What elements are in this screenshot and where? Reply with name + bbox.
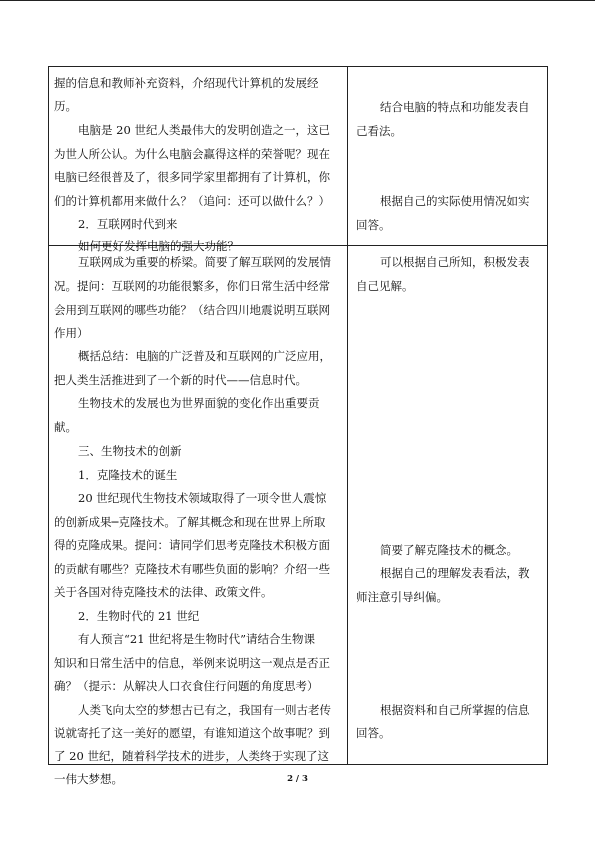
text-line: 回答。 [356, 218, 391, 232]
table-row [49, 246, 548, 765]
text-line: 己看法。 [356, 124, 402, 138]
section-heading: 2．互联网时代到来 [78, 217, 178, 231]
text-line: 关于各国对待克隆技术的法律、政策文件。 [54, 585, 273, 599]
text-line: 师注意引导纠偏。 [356, 590, 448, 604]
text-line: 人类飞向太空的梦想古已有之，我国有一则古老传 [78, 703, 331, 717]
text-line: 电脑已经很普及了，很多同学家里都拥有了计算机，你 [54, 170, 330, 184]
text-line: 有人预言“21 世纪将是生物时代”请结合生物课 [78, 632, 316, 646]
section-heading: 三、生物技术的创新 [78, 444, 182, 458]
text-line: 说就寄托了这一美好的愿望，有谁知道这个故事呢？到 [54, 726, 330, 740]
text-line: 一伟大梦想。 [54, 772, 123, 786]
text-line: 如何更好发挥电脑的强大功能？ [78, 239, 239, 253]
text-line: 生物技术的发展也为世界面貌的变化作出重要贡 [78, 396, 320, 410]
text-line: 了 20 世纪，随着科学技术的进步，人类终于实现了这 [54, 749, 329, 763]
teacher-activity-cell [49, 67, 348, 253]
text-line: 根据自己的实际使用情况如实 [380, 194, 530, 208]
text-line: 回答。 [356, 726, 391, 740]
text-line: 电脑是 20 世纪人类最伟大的发明创造之一，这已 [78, 123, 330, 137]
text-line: 历。 [54, 99, 77, 113]
text-line: 可以根据自己所知，积极发表 [380, 255, 530, 269]
student-activity-cell [348, 246, 548, 765]
text-line: 根据资料和自己所掌握的信息 [380, 703, 530, 717]
text-line: 的创新成果─克隆技术。了解其概念和现在世界上所取 [54, 515, 326, 529]
text-line: 献。 [54, 420, 77, 434]
page-top-rule [0, 0, 595, 1]
text-line: 确？（提示：从解决人口衣食住行问题的角度思考） [54, 679, 319, 693]
text-line: 结合电脑的特点和功能发表自 [380, 100, 530, 114]
text-line: 握的信息和教师补充资料，介绍现代计算机的发展经 [54, 76, 319, 90]
section-heading: 1．克隆技术的诞生 [78, 468, 178, 482]
section-heading: 2．生物时代的 21 世纪 [78, 609, 200, 623]
text-line: 简要了解克隆技术的概念。 [380, 543, 518, 557]
text-line: 把人类生活推进到了一个新的时代——信息时代。 [54, 373, 307, 387]
page-number: 2 / 3 [287, 774, 308, 784]
text-line: 会用到互联网的哪些功能？（结合四川地震说明互联网 [54, 303, 330, 317]
text-line: 知识和日常生活中的信息，举例来说明这一观点是否正 [54, 656, 330, 670]
text-line: 为世人所公认。为什么电脑会赢得这样的荣誉呢？现在 [54, 147, 330, 161]
text-line: 概括总结：电脑的广泛普及和互联网的广泛应用， [78, 349, 331, 363]
text-line: 况。提问：互联网的功能很繁多，你们日常生活中经常 [54, 279, 330, 293]
table-row [49, 67, 548, 246]
text-line: 自己见解。 [356, 279, 414, 293]
text-line: 根据自己的理解发表看法，教 [380, 566, 530, 580]
text-line: 的贡献有哪些？克隆技术有哪些负面的影响？介绍一些 [54, 562, 330, 576]
text-line: 20 世纪现代生物技术领域取得了一项令世人震惊 [78, 491, 327, 505]
text-line: 们的计算机都用来做什么？（追问：还可以做什么？） [54, 194, 330, 208]
text-line: 互联网成为重要的桥梁。简要了解互联网的发展情 [78, 255, 331, 269]
student-activity-cell [348, 67, 548, 246]
text-line: 作用） [54, 326, 89, 340]
text-line: 得的克隆成果。提问：请同学们思考克隆技术积极方面 [54, 538, 330, 552]
